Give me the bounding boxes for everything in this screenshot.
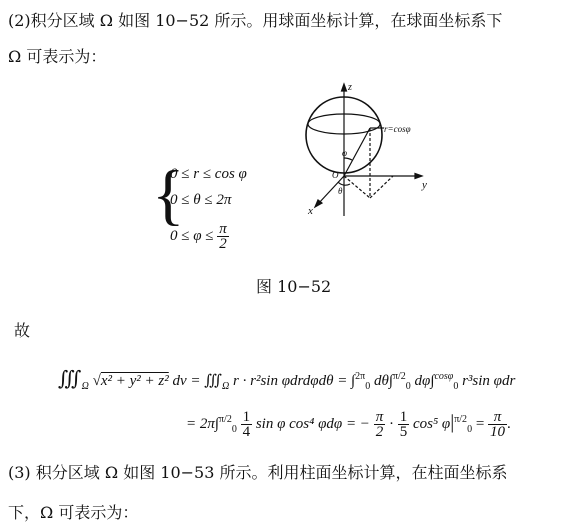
eq1-part-a: dθ∫: [373, 373, 393, 389]
therefore-word: 故: [14, 321, 31, 340]
eq2-int-sup: π/2: [219, 413, 232, 425]
eq2-frac-pi-10: $\frac{\pi}{10}$: [490, 409, 506, 440]
eq1-int1-sup: 2π: [355, 371, 366, 382]
eq2-dot: ·: [388, 415, 394, 432]
eq2-int-sub: 0: [231, 423, 237, 435]
eq1-omega-1: Ω: [81, 381, 89, 392]
eq2-frac-1-4: $\frac{1}{4}$: [242, 409, 251, 440]
eq1-omega-2: Ω: [222, 381, 230, 392]
eq2-lead: = 2π∫: [186, 415, 219, 432]
system-row2: 0 ≤ θ ≤ 2π: [170, 192, 232, 208]
system-row3: [170, 222, 229, 251]
eq2-equals: =: [475, 415, 485, 432]
para3-line2: 下，Ω 可表示为：: [8, 503, 139, 522]
eq1-mid2: r · r²sin φdrdφdθ = ∫: [233, 373, 356, 389]
z-arrow-icon: [342, 84, 347, 91]
eq2-end: .: [507, 415, 511, 432]
para2-line1: (2)积分区域 Ω 如图 10−52 所示。用球面坐标计算，在球面坐标系下: [8, 11, 503, 30]
eq2-eval-sup: π/2: [454, 413, 468, 425]
label-x: x: [308, 205, 313, 217]
projection-dashed-3: [370, 176, 393, 198]
figure-10-52: [298, 80, 468, 220]
equation-line-2: = 2π∫$^{\pi/2}_0$ $\frac{1}{4}$ sin φ cos⁴ φdφ = − $\frac{\pi}{2}$ · $\frac{1}{5}$ cos⁵ $\varphi|^{\pi/2}_0$ = $\frac{\pi}{10}$ .: [186, 409, 511, 440]
label-origin: O: [332, 170, 339, 180]
left-brace: {: [152, 156, 185, 232]
eq1-int2-sup: π/2: [392, 371, 406, 382]
label-y: y: [422, 179, 427, 191]
eq1-int3-sub: 0: [453, 381, 459, 392]
radius-line: [344, 128, 370, 176]
para3-line1: (3) 积分区域 Ω 如图 10−53 所示。利用柱面坐标计算，在柱面坐标系: [8, 463, 508, 482]
label-z: z: [348, 82, 352, 93]
eq1-int1-sub: 0: [365, 381, 371, 392]
eq1-mid: dv = ∭: [172, 373, 223, 389]
system-row1: 0 ≤ r ≤ cos φ: [170, 166, 247, 182]
equation-line-1: $∭_\Omega$ √x² + y² + z² dv = $∭_\Omega$ r · r²sin φdrdφdθ = ∫$^{2\pi}_0$ dθ∫$^{\pi/2}_0$ dφ∫$^{cos\varphi}_0$ r³sin φdr: [58, 368, 516, 392]
label-phi: φ: [342, 148, 347, 158]
phi-arc: [344, 158, 352, 160]
eq1-part-b: dφ∫: [414, 373, 435, 389]
eq2-mid: sin φ cos⁴ φdφ = −: [255, 415, 370, 432]
eq1-sqrt-expr: x² + y² + z²: [100, 373, 169, 389]
y-arrow-icon: [415, 174, 422, 179]
eq2-frac-pi-2: $\frac{\pi}{2}$: [375, 409, 384, 440]
figure-caption: 图 10−52: [256, 277, 332, 296]
para2-line2: Ω 可表示为：: [8, 47, 107, 66]
eq1-part-c: r³sin φdr: [462, 373, 516, 389]
pi-over-2-fraction: $\frac{\pi}{2}$: [219, 221, 227, 252]
label-theta: θ: [338, 186, 343, 196]
eq1-int3-sup: cosφ: [434, 371, 454, 382]
eq1-int2-sub: 0: [405, 381, 411, 392]
projection-dashed-2: [344, 176, 370, 198]
eq2-frac-1-5: $\frac{1}{5}$: [399, 409, 408, 440]
system-row3-prefix: 0 ≤ φ ≤: [170, 227, 214, 244]
eq2-eval-sub: 0: [467, 423, 473, 435]
label-r-cosphi: r=cosφ: [384, 124, 411, 134]
eq2-cos5: cos⁵ φ: [412, 415, 451, 432]
